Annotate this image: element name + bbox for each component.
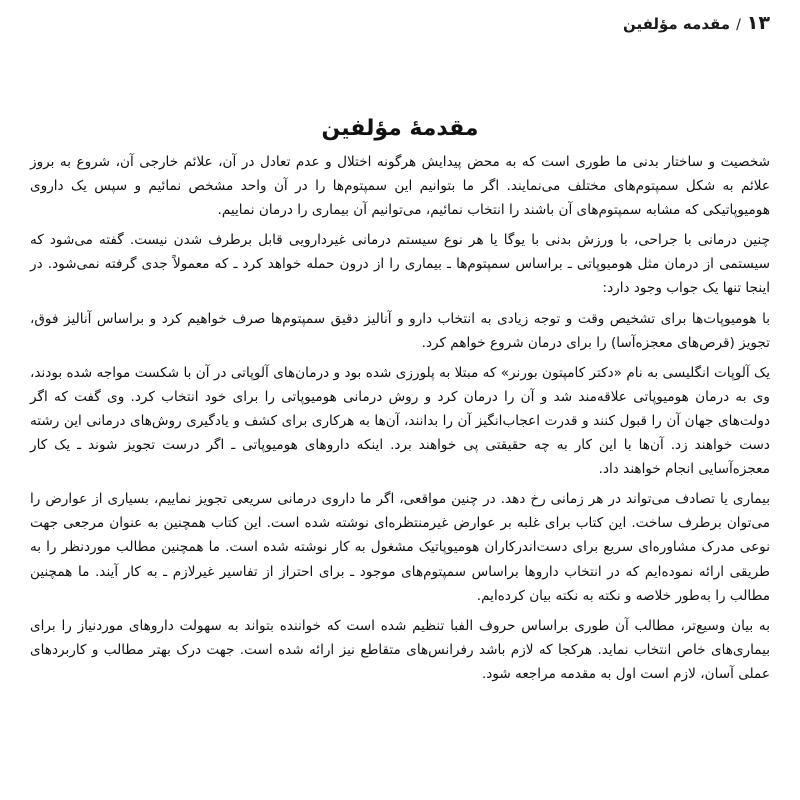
header-separator: / bbox=[736, 17, 741, 33]
paragraph: شخصیت و ساختار بدنی ما طوری است که به محض پیدایش هرگونه اختلال و عدم تعادل در آن، علائم خارجی آن، شروع به بروز علائم به شکل سمپتوم‌های مختلف می‌نمایند. اگر ما بتوانیم این سمپتوم‌ها را در آن واحد مشخص نمائیم و سپس یک داروی هومیوپاتیکی که مشابه سمپتوم‌های آن باشند را انتخاب نمائیم، می‌توانیم آن بیماری را درمان نماییم. bbox=[30, 154, 770, 219]
paragraph: به بیان وسیع‌تر، مطالب آن طوری براساس حروف الفبا تنظیم شده است که خواننده بتواند به سهولت داروهای موردنیاز را برای بیماری‌های خاص انتخاب نماید. هرکجا که لازم باشد رفرانس‌های متقاطع نیز ارائه شده است. جهت درک بهتر مطالب و کاربردهای عملی آسان، لازم است اول به مقدمه مراجعه شود. bbox=[30, 617, 770, 682]
paragraph: یک آلوپات انگلیسی به نام «دکتر کامپتون بورنر» که مبتلا به پلورزی شده بود و درمان‌های آلوپاتی در آن با شکست مواجه شده بودند، وی به درمان هومیوپاتی علاقه‌مند شد و آن را درمان کرد و روش درمانی هومیوپاتی را برای خود انتخاب کرد. وی گفت که اگر دولت‌های جهان آن را قبول کنند و قدرت اعجاب‌انگیز آن را بدانند، آن‌ها به هرکاری برای کشف و یادگیری روش‌های درمانی این رشته دست خواهند زد. آن‌ها با این کار به چه حقیقتی پی خواهند برد. اینکه داروهای هومیوپاتی ـ اگر درست تجویز شوند ـ یک کار معجزه‌آسایی انجام خواهند داد. bbox=[30, 364, 770, 478]
running-header bbox=[623, 12, 770, 34]
page-number: ۱۳ bbox=[746, 12, 770, 34]
paragraph: بیماری یا تصادف می‌تواند در هر زمانی رخ دهد. در چنین مواقعی، اگر ما داروی درمانی سریعی تجویز نماییم، بسیاری از عوارض را می‌توان برطرف ساخت. این کتاب برای غلبه بر عوارض غیرمنتظره‌ای نوشته شده است. این کتاب همچنین به عنوان مرجعی جهت نوعی مدرک مشاوره‌ای سریع برای دست‌اندرکاران هومیوپاتیک مشغول به کار نوشته شده است. ما همچنین مطالب موردنظر را به طریقی ارائه نموده‌ایم که در انتخاب داروها براساس سمپتوم‌های موجود ـ برای احتراز از تفاسیر غیرلازم ـ به کار آیند. ما همچنین مطالب را به‌طور خلاصه و نکته به نکته بیان کرده‌ایم. bbox=[30, 491, 770, 604]
body-text bbox=[30, 150, 770, 686]
paragraph: چنین درمانی با جراحی، با ورزش بدنی با یوگا یا هر نوع سیستم درمانی غیردارویی قابل برطرف شدن نیست. گفته می‌شود که سیستمی از درمان مثل هومیوپاتی ـ براساس سمپتوم‌ها ـ بیماری را از درون حمله خواهد کرد ـ که معمولاً جدی گرفته نمی‌شود. در اینجا تنها یک جواب وجود دارد: bbox=[30, 232, 770, 297]
paragraph: با هومیوپات‌ها برای تشخیص وقت و توجه زیادی به انتخاب دارو و آنالیز دقیق سمپتوم‌ها صرف خواهیم کرد و براساس آنالیز فوق، تجویز (قرص‌های معجزه‌آسا) را برای درمان شروع خواهم کرد. bbox=[30, 310, 770, 351]
page-heading: مقدمهٔ مؤلفین bbox=[321, 116, 479, 141]
running-header-title: مقدمه مؤلفین bbox=[622, 15, 731, 33]
